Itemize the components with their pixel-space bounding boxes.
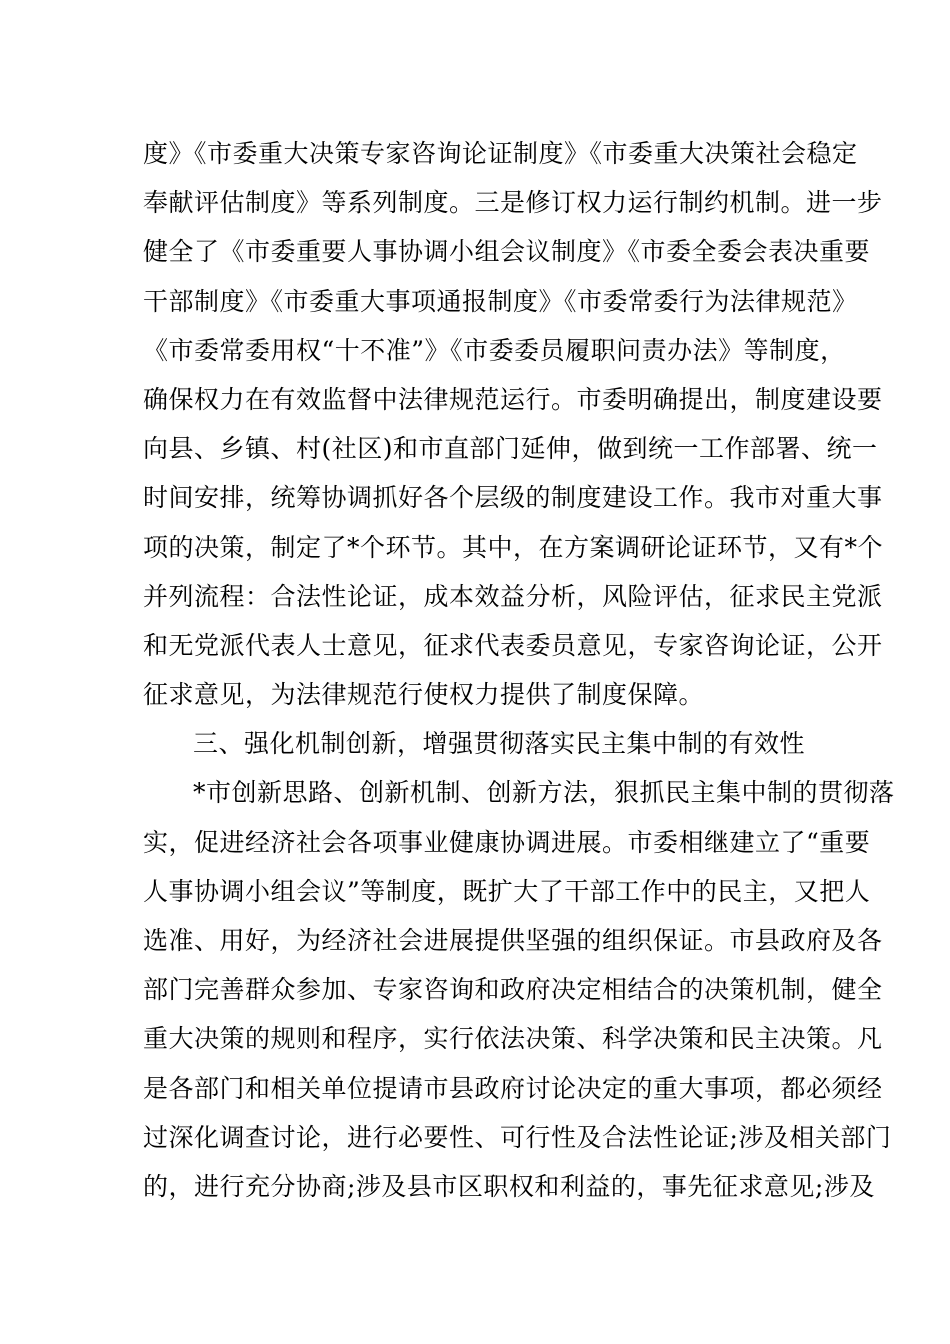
text-line: 征求意见，为法律规范行使权力提供了制度保障。 — [143, 680, 705, 710]
text-line: 《市委常委用权“十不准”》《市委委员履职问责办法》等制度， — [143, 335, 846, 365]
section-heading: 三、强化机制创新，增强贯彻落实民主集中制的有效性 — [193, 729, 806, 759]
text-line: 部门完善群众参加、专家咨询和政府决定相结合的决策机制，健全 — [143, 975, 883, 1005]
text-line: 人事协调小组会议”等制度，既扩大了干部工作中的民主，又把人 — [143, 876, 871, 906]
paragraph-first-line: *市创新思路、创新机制、创新方法，狠抓民主集中制的贯彻落 — [193, 778, 895, 808]
text-line: 是各部门和相关单位提请市县政府讨论决定的重大事项，都必须经 — [143, 1073, 883, 1103]
text-line: 度》《市委重大决策专家咨询论证制度》《市委重大决策社会稳定 — [143, 139, 858, 168]
text-line: 选准、用好，为经济社会进展提供坚强的组织保证。市县政府及各 — [143, 926, 883, 955]
text-line: 过深化调查讨论，进行必要性、可行性及合法性论证;涉及相关部门 — [143, 1122, 892, 1152]
text-line: 和无党派代表人士意见，征求代表委员意见，专家咨询论证，公开 — [143, 630, 883, 660]
text-line: 健全了《市委重要人事协调小组会议制度》《市委全委会表决重要 — [143, 237, 871, 267]
text-line: 实，促进经济社会各项事业健康协调进展。市委相继建立了“重要 — [143, 827, 871, 857]
text-line: 重大决策的规则和程序，实行依法决策、科学决策和民主决策。凡 — [143, 1024, 883, 1054]
text-line: 确保权力在有效监督中法律规范运行。市委明确提出，制度建设要 — [143, 384, 883, 414]
body-text — [143, 129, 895, 1211]
text-line: 时间安排，统筹协调抓好各个层级的制度建设工作。我市对重大事 — [143, 483, 883, 513]
text-line: 的，进行充分协商;涉及县市区职权和利益的，事先征求意见;涉及 — [143, 1171, 875, 1201]
text-line: 干部制度》《市委重大事项通报制度》《市委常委行为法律规范》 — [143, 286, 858, 316]
text-line: 奉献评估制度》等系列制度。三是修订权力运行制约机制。进一步 — [143, 188, 883, 218]
text-line: 项的决策，制定了*个环节。其中，在方案调研论证环节，又有*个 — [143, 532, 884, 562]
text-line: 向县、乡镇、村(社区)和市直部门延伸，做到统一工作部署、统一 — [143, 434, 878, 464]
text-line: 并列流程：合法性论证，成本效益分析，风险评估，征求民主党派 — [143, 581, 883, 611]
